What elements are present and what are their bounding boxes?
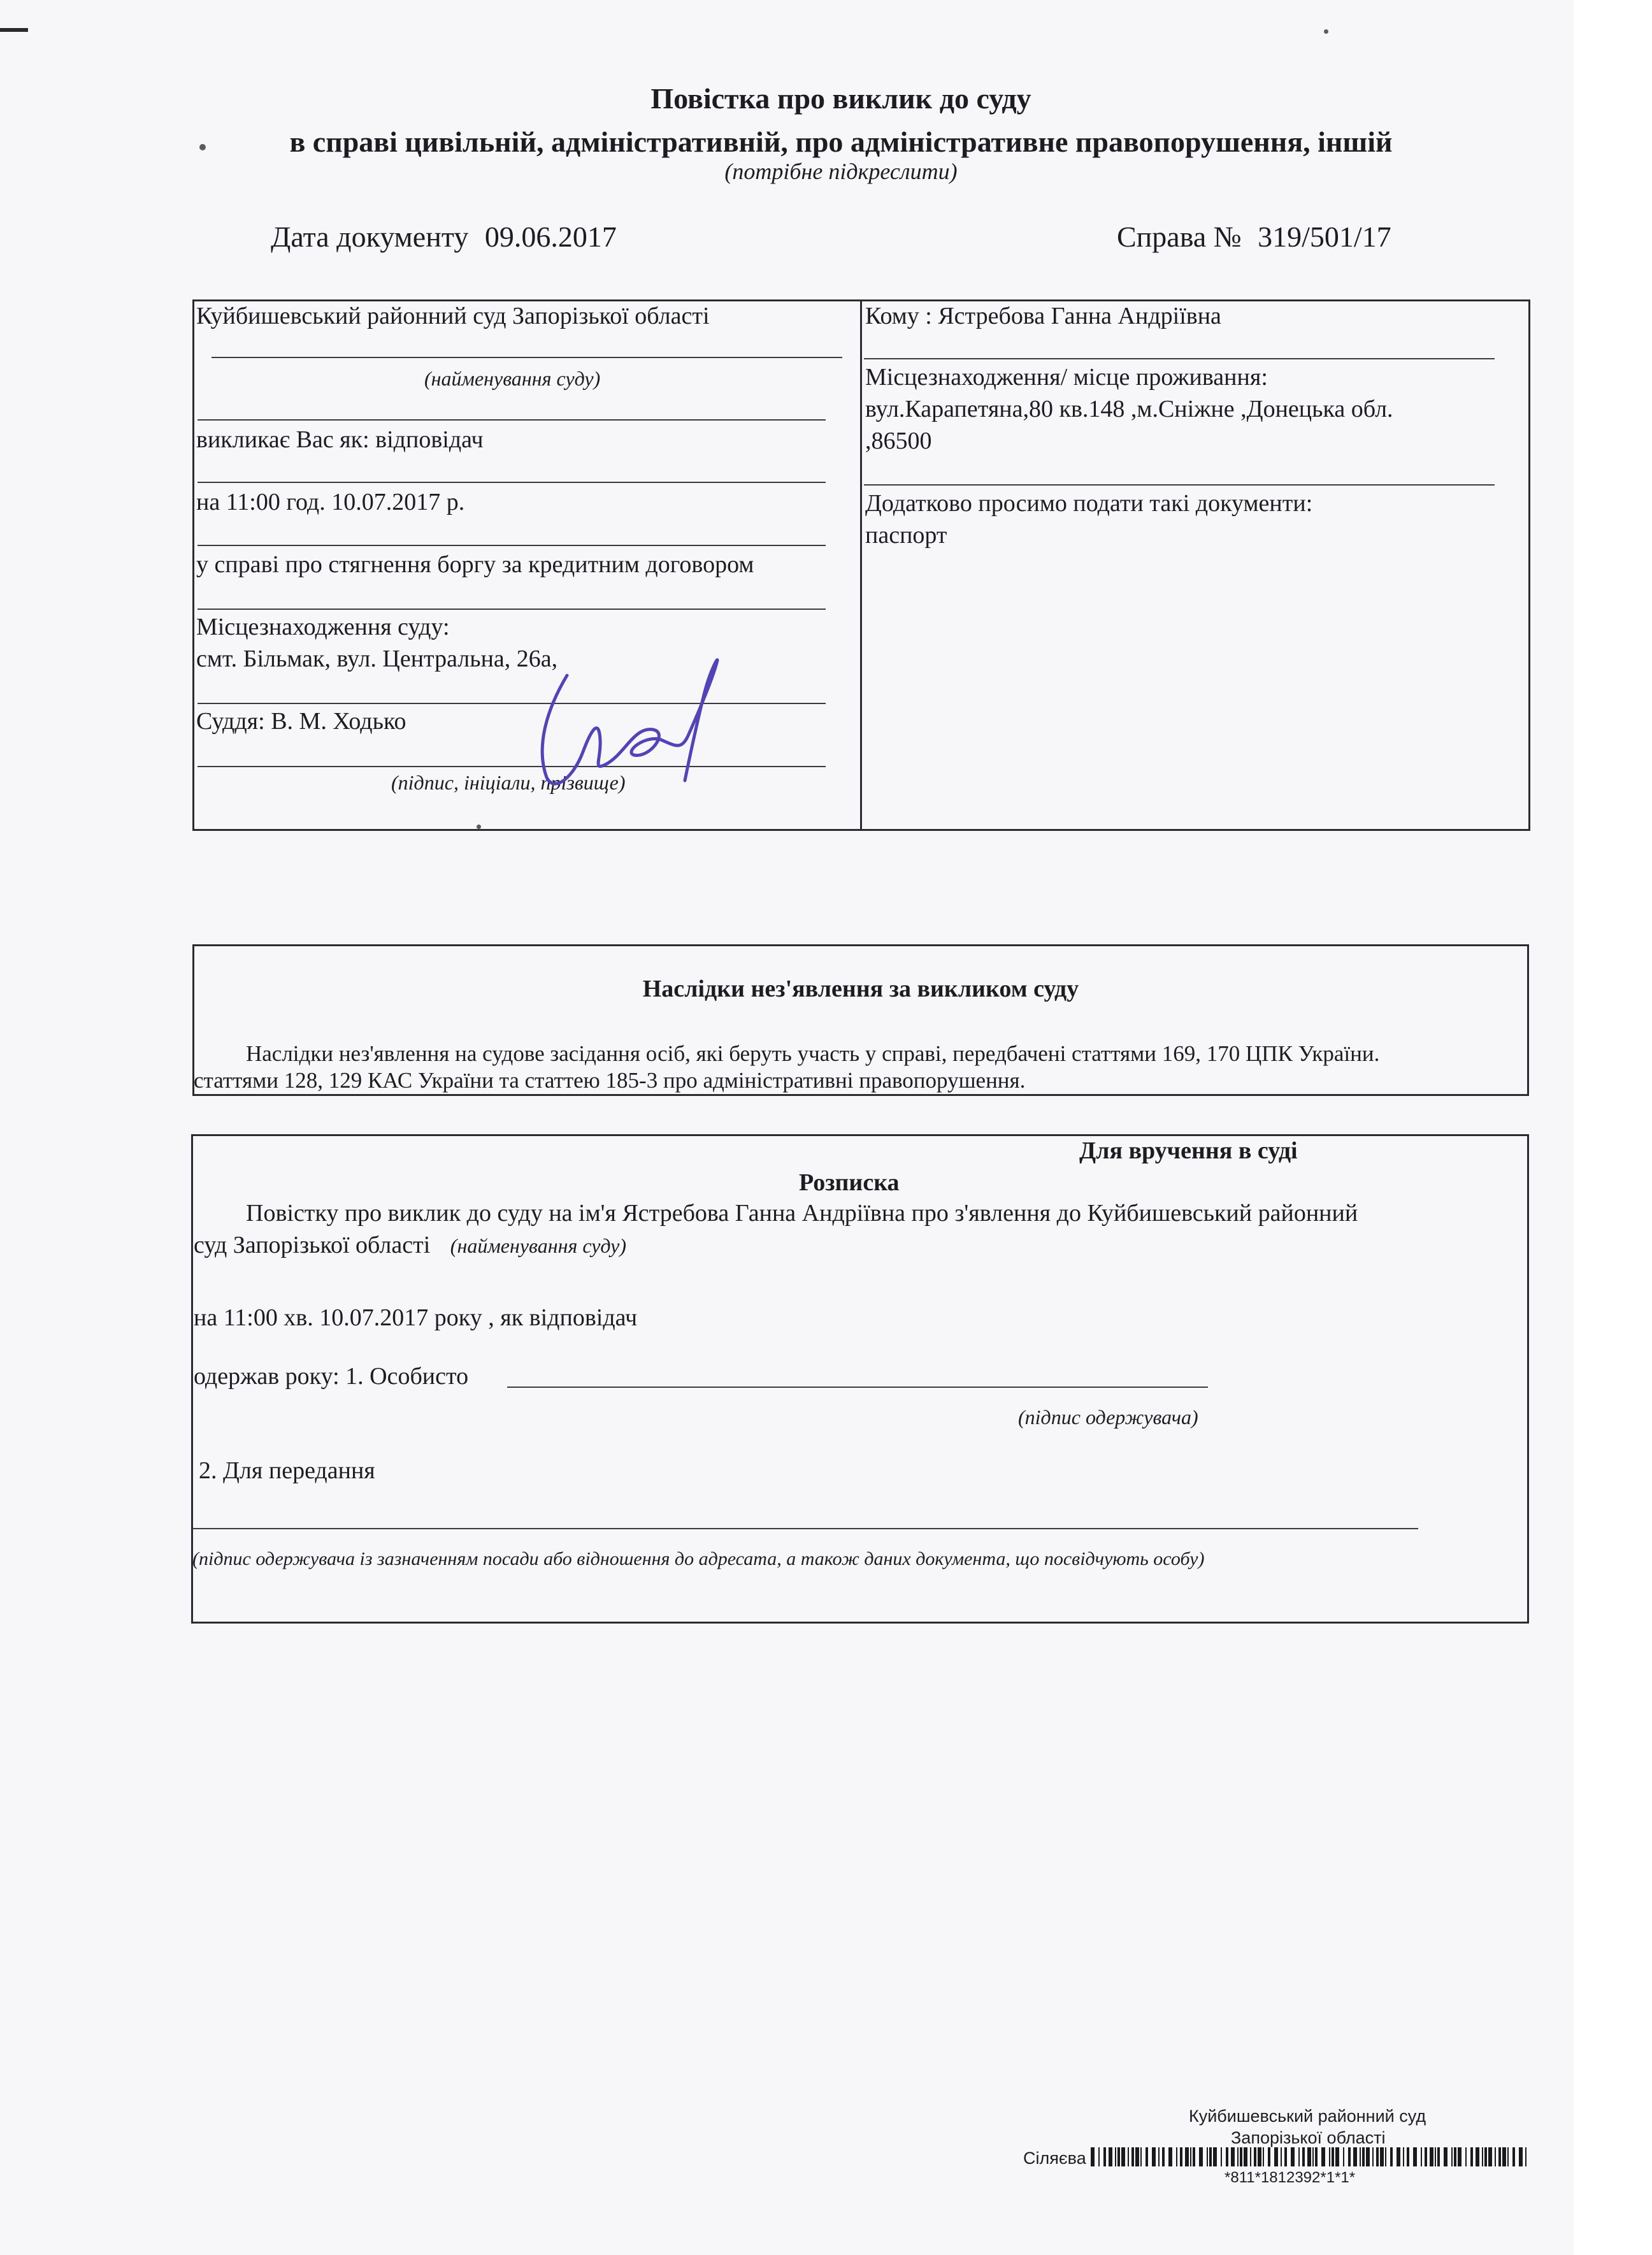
case-number-label: Справа № xyxy=(1117,220,1242,253)
receipt-line-2 xyxy=(194,1231,626,1259)
separator-line xyxy=(198,545,826,546)
consequences-line-1: Наслідки нез'явлення на судове засідання осіб, які беруть участь у справі, передбачені статтями 169, 170 ЦПК України. xyxy=(246,1041,1380,1066)
for-court-delivery: Для вручення в суді xyxy=(1079,1137,1298,1164)
stamp-court-line-2: Запорізької області xyxy=(1231,2128,1386,2147)
receipt-court-name: суд Запорізької області xyxy=(194,1232,431,1258)
consequences-title: Наслідки нез'явлення за викликом суду xyxy=(642,976,1079,1002)
document-date xyxy=(271,220,617,254)
scan-speck xyxy=(1324,29,1328,34)
received-personally: одержав року: 1. Особисто xyxy=(194,1363,469,1390)
recipient-signature-line xyxy=(507,1387,1208,1388)
summoned-as: викликає Вас як: відповідач xyxy=(196,426,484,453)
court-name-line xyxy=(212,357,842,358)
consequences-line-2: статтями 128, 129 КАС України та статтею 185-3 про адміністративні правопорушення. xyxy=(194,1068,1026,1093)
document-date-label: Дата документу xyxy=(271,220,469,253)
receipt-court-hint: (найменування суду) xyxy=(450,1234,627,1257)
case-number xyxy=(1117,220,1391,254)
page-edge xyxy=(1574,0,1652,2255)
transfer-signature-hint: (підпис одержувача із зазначенням посади або відношення до адресата, а також даних документа, що посвідчують особу) xyxy=(192,1548,1205,1569)
document-subtitle: в справі цивільній, адміністративній, про адміністративне правопорушення, іншій xyxy=(289,126,1393,158)
document-date-value: 09.06.2017 xyxy=(484,220,617,253)
hearing-time: на 11:00 год. 10.07.2017 р. xyxy=(196,489,465,515)
separator-line xyxy=(198,482,826,483)
documents-label: Додатково просимо подати такі документи: xyxy=(865,490,1313,517)
court-name: Куйбишевський районний суд Запорізької області xyxy=(196,303,710,329)
recipient-signature-hint: (підпис одержувача) xyxy=(1018,1406,1198,1429)
signature-hint: (підпис, ініціали, прізвище) xyxy=(391,771,626,794)
barcode-number: *811*1812392*1*1* xyxy=(1225,2169,1356,2186)
separator-line xyxy=(198,419,826,421)
documents-required: паспорт xyxy=(865,522,947,549)
scan-mark xyxy=(0,28,28,32)
for-transfer: 2. Для передання xyxy=(199,1457,375,1484)
court-name-hint: (найменування суду) xyxy=(424,367,601,390)
case-number-value: 319/501/17 xyxy=(1258,220,1391,253)
receipt-line-1: Повістку про виклик до суду на ім'я Ястребова Ганна Андріївна про з'явлення до Куйбишевський районний xyxy=(246,1200,1358,1227)
case-subject: у справі про стягнення боргу за кредитним договором xyxy=(196,551,754,578)
document-title: Повістка про виклик до суду xyxy=(650,82,1031,115)
address-label: Місцезнаходження/ місце проживання: xyxy=(865,364,1268,391)
transfer-signature-line xyxy=(192,1528,1418,1529)
receipt-title: Розписка xyxy=(799,1169,900,1196)
receipt-time: на 11:00 хв. 10.07.2017 року , як відповідач xyxy=(194,1304,638,1331)
address-line xyxy=(864,484,1495,486)
separator-line xyxy=(198,609,826,610)
underline-hint: (потрібне підкреслити) xyxy=(724,159,958,184)
recipient-line xyxy=(864,358,1495,359)
judge-name: Суддя: В. М. Ходько xyxy=(196,708,406,735)
column-divider xyxy=(860,299,862,831)
address-line-2: ,86500 xyxy=(865,428,932,454)
court-location-label: Місцезнаходження суду: xyxy=(196,614,450,640)
court-location: смт. Більмак, вул. Центральна, 26а, xyxy=(196,645,558,672)
address-line-1: вул.Карапетяна,80 кв.148 ,м.Сніжне ,Донецька обл. xyxy=(865,396,1393,422)
stamp-court-line-1: Куйбишевський районний суд xyxy=(1189,2107,1426,2126)
judge-signature xyxy=(522,650,752,796)
recipient: Кому : Ястребова Ганна Андріївна xyxy=(865,303,1221,329)
barcode xyxy=(1091,2147,1530,2166)
clerk-name: Сіляєва xyxy=(1023,2149,1086,2168)
